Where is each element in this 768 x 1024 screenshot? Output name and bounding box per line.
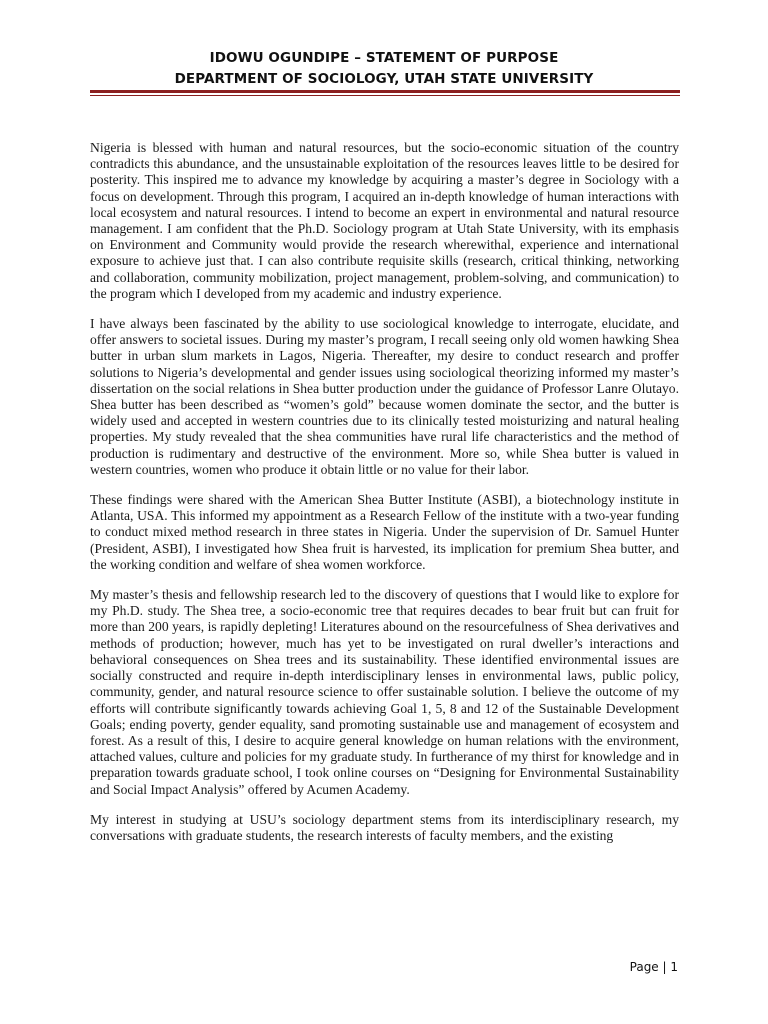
paragraph-5: My interest in studying at USU’s sociology department stems from its interdisciplinary research, my conversations with graduate students, the research interests of faculty members, and the existing — [90, 811, 679, 843]
header-rule-thick — [90, 90, 680, 93]
document-header — [0, 48, 768, 90]
paragraph-2: I have always been fascinated by the ability to use sociological knowledge to interrogate, elucidate, and offer answers to societal issues. During my master’s program, I recall seeing only old women hawking Shea butter in urban slum markets in Lagos, Nigeria. Thereafter, my desire to conduct research and proffer solutions to Nigeria’s developmental and gender issues using sociological theorizing informed my master’s dissertation on the social relations in Shea butter production under the guidance of Professor Lanre Olutayo. Shea butter has been described as “women’s gold” because women dominate the sector, and the butter is widely used and accepted in western countries due to its clinically tested moisturizing and natural healing properties. My study revealed that the shea communities have rural life characteristics and the method of production is rudimentary and destructive of the environment. More so, while Shea butter is valued in western countries, women who produce it obtain little or no value for their labor. — [90, 316, 679, 477]
paragraph-4: My master’s thesis and fellowship research led to the discovery of questions that I would like to explore for my Ph.D. study. The Shea tree, a socio-economic tree that requires decades to bear fruit but can fruit for more than 200 years, is rapidly depleting! Literatures abound on the resourcefulness of Shea derivatives and methods of production; however, much has yet to be investigated on rural dweller’s interactions and behavioral consequences on Shea trees and its sustainability. These identified environmental issues are socially constructed and require in-depth interdisciplinary lenses in environmental laws, public policy, community, gender, and natural resource science to offer sustainable solution. I believe the outcome of my efforts will contribute significantly towards achieving Goal 1, 5, 8 and 12 of the Sustainable Development Goals; ending poverty, gender equality, sand promoting sustainable use and management of ecosystem and forest. As a result of this, I desire to acquire general knowledge on human relations with the environment, attached values, culture and policies for my graduate study. In furtherance of my thirst for knowledge and in preparation towards graduate school, I took online courses on “Designing for Environmental Sustainability and Social Impact Analysis” offered by Acumen Academy. — [90, 587, 679, 797]
header-department: DEPARTMENT OF SOCIOLOGY, UTAH STATE UNIVERSITY — [174, 71, 594, 87]
page-number: Page | 1 — [629, 960, 678, 974]
paragraph-3: These findings were shared with the American Shea Butter Institute (ASBI), a biotechnology institute in Atlanta, USA. This informed my appointment as a Research Fellow of the institute with a two-year funding to conduct mixed method research in three states in Nigeria. Under the supervision of Dr. Samuel Hunter (President, ASBI), I investigated how Shea fruit is harvested, its implication for premium Shea butter, and the working condition and welfare of shea women workforce. — [90, 492, 679, 572]
statement-body — [90, 140, 679, 858]
header-rule-thin — [90, 95, 680, 96]
header-title: IDOWU OGUNDIPE – STATEMENT OF PURPOSE — [209, 50, 559, 66]
paragraph-1: Nigeria is blessed with human and natural resources, but the socio-economic situation of the country contradicts this abundance, and the unsustainable exploitation of the resources leaves little to be desired for posterity. This inspired me to advance my knowledge by acquiring a master’s degree in Sociology with a focus on development. Through this program, I acquired an in-depth knowledge of human interactions with local ecosystem and natural resources. I intend to become an expert in environmental and natural resource management. I am confident that the Ph.D. Sociology program at Utah State University, with its emphasis on Environment and Community would provide the research wherewithal, experience and international exposure to achieve just that. I can also contribute requisite skills (research, critical thinking, networking and collaboration, community mobilization, project management, problem-solving, and communication) to the program which I developed from my academic and industry experience. — [90, 140, 679, 301]
